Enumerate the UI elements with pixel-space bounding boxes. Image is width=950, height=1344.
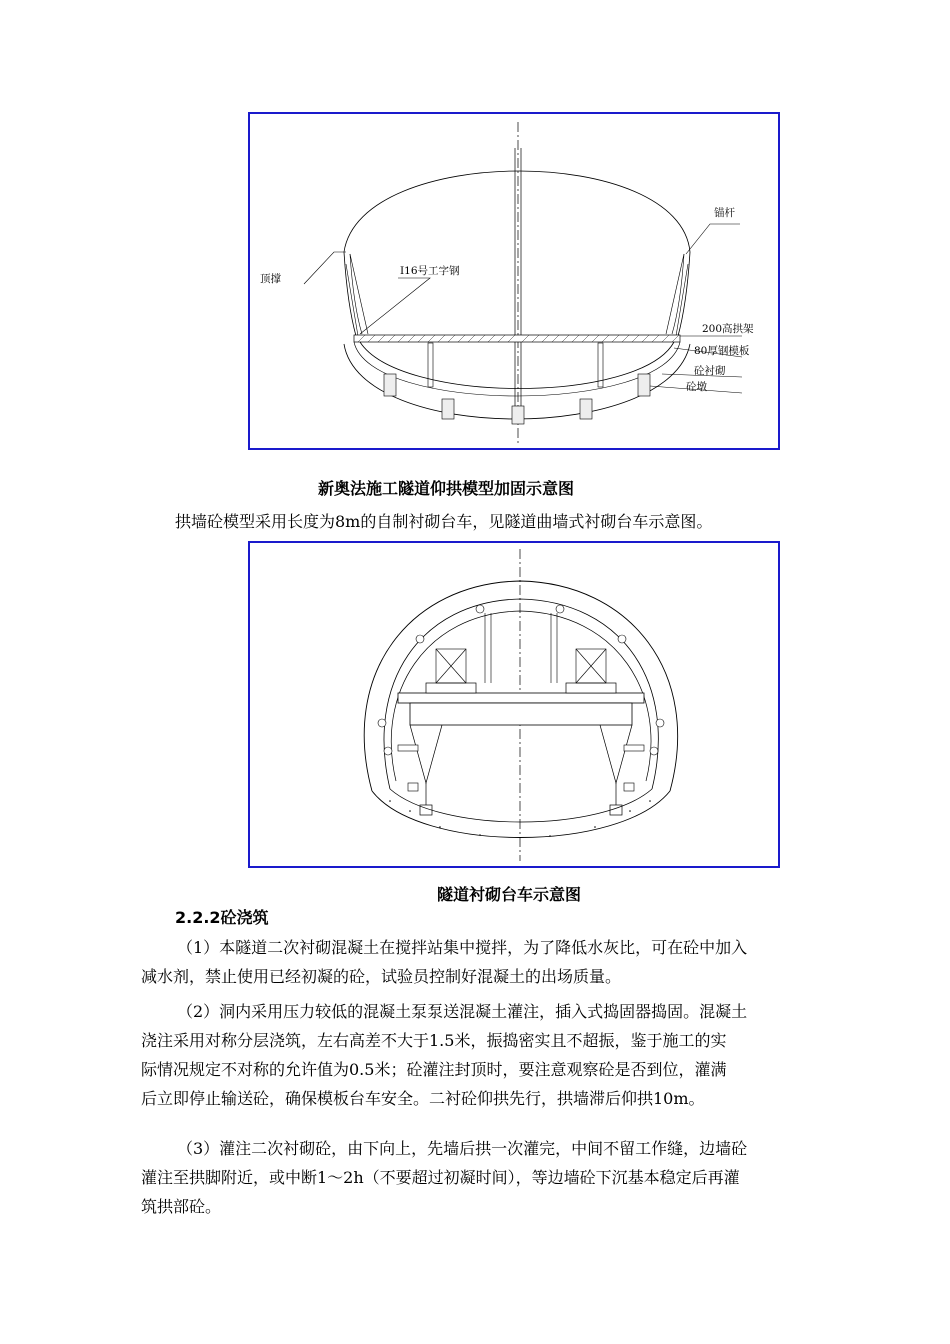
paragraph-line: 后立即停止输送砼，确保模板台车安全。二衬砼仰拱先行，拱墙滞后仰拱10m。 — [141, 1089, 705, 1108]
intro-paragraph: 拱墙砼模型采用长度为8m的自制衬砌台车，见隧道曲墙式衬砌台车示意图。 — [175, 512, 713, 531]
paragraph-line: 灌注至拱脚附近，或中断1～2h（不要超过初凝时间），等边墙砼下沉基本稳定后再灌 — [141, 1168, 740, 1187]
paragraph-2 — [141, 997, 861, 1113]
invert-arch-drawing — [250, 114, 778, 448]
label-arch-frame: 200高拱架 — [702, 323, 754, 335]
paragraph-1 — [141, 933, 861, 991]
label-prop: 顶撑 — [260, 273, 281, 285]
lining-trolley-drawing — [250, 543, 778, 866]
label-formwork: 80厚钢模板 — [694, 345, 750, 357]
gantry-beam — [398, 693, 644, 703]
paragraph-line: 浇注采用对称分层浇筑，左右高差不大于1.5米，振捣密实且不超振，鉴于施工的实 — [141, 1031, 727, 1050]
scissor-jacks — [436, 613, 606, 683]
paragraph-line: （3）灌注二次衬砌砼，由下向上，先墙后拱一次灌完，中间不留工作缝，边墙砼 — [177, 1139, 748, 1158]
figure1-caption: 新奥法施工隧道仰拱模型加固示意图 — [318, 479, 575, 498]
paragraph-3 — [141, 1134, 861, 1221]
label-anchor: 锚杆 — [714, 207, 735, 219]
concrete-piers — [384, 374, 650, 424]
figure2-caption: 隧道衬砌台车示意图 — [437, 885, 582, 904]
figure-invert-arch — [248, 112, 780, 450]
invert-outer — [372, 791, 670, 838]
paragraph-line: （2）洞内采用压力较低的混凝土泵泵送混凝土灌注，插入式捣固器捣固。混凝土 — [177, 1002, 748, 1021]
tunnel-outer — [364, 581, 677, 791]
paragraph-line: 际情况规定不对称的允许值为0.5米；砼灌注封顶时，要注意观察砼是否到位，灌满 — [141, 1060, 727, 1079]
section-heading: 2.2.2砼浇筑 — [175, 908, 269, 927]
paragraph-line: （1）本隧道二次衬砌混凝土在搅拌站集中搅拌，为了降低水灰比，可在砼中加入 — [177, 938, 748, 957]
paragraph-line: 减水剂，禁止使用已经初凝的砼，试验员控制好混凝土的出场质量。 — [141, 967, 622, 986]
arch-frame-beam — [354, 335, 680, 342]
label-pier: 砼墩 — [686, 381, 707, 393]
label-lining: 砼衬砌 — [694, 365, 726, 377]
hinges — [378, 605, 664, 755]
paragraph-line: 筑拱部砼。 — [141, 1197, 222, 1216]
figure-lining-trolley — [248, 541, 780, 868]
label-steel: I16号工字钢 — [400, 265, 460, 277]
tunnel-arch — [344, 171, 690, 252]
trolley-legs — [410, 725, 632, 815]
gantry-frame — [410, 703, 632, 725]
